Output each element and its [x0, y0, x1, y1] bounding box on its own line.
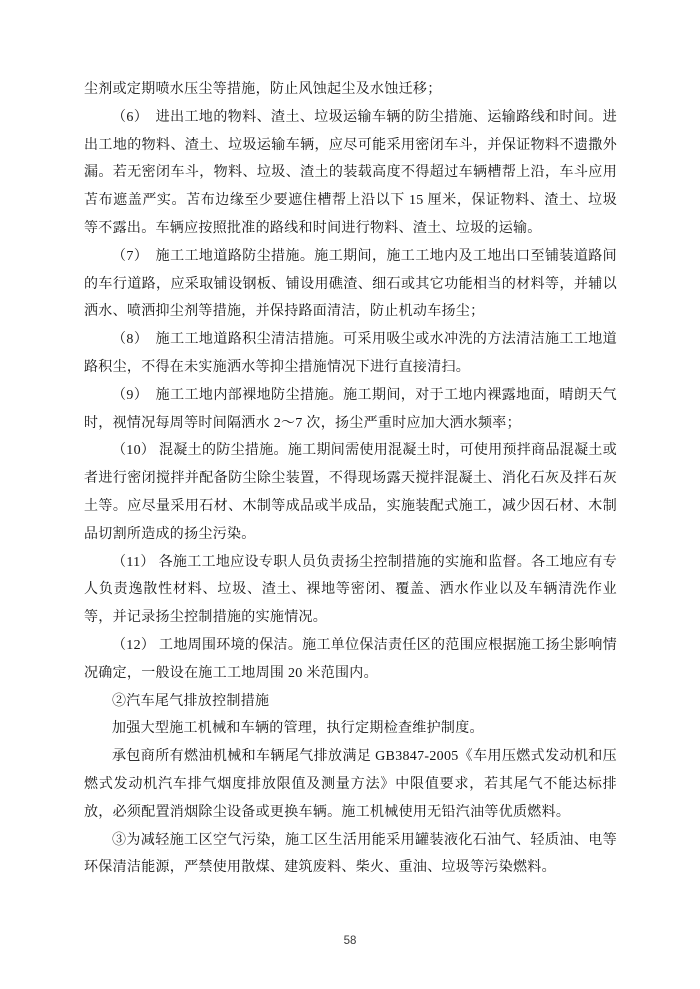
paragraph: （8） 施工工地道路积尘清洁措施。可采用吸尘或水冲洗的方法清洁施工工地道路积尘，不得在未实施洒水等抑尘措施情况下进行直接清扫。 — [84, 332, 617, 375]
paragraph: （10） 混凝土的防尘措施。施工期间需使用混凝土时，可使用预拌商品混凝土或者进行密闭搅拌并配备防尘除尘装置，不得现场露天搅拌混凝土、消化石灰及拌石灰土等。应尽量采用石材、木制等成品或半成品，实施装配式施工，减少因石材、木制品切割所造成的扬尘污染。 — [84, 443, 617, 542]
paragraph: 加强大型施工机械和车辆的管理，执行定期检查维护制度。 — [112, 721, 484, 737]
paragraph: 尘剂或定期喷水压尘等措施，防止风蚀起尘及水蚀迁移； — [84, 82, 442, 97]
paragraph: ③为减轻施工区空气污染，施工区生活用能采用罐装液化石油气、轻质油、电等环保清洁能源，严禁使用散煤、建筑废料、柴火、重油、垃圾等污染燃料。 — [84, 832, 617, 876]
paragraph: ②汽车尾气排放控制措施 — [112, 693, 270, 709]
paragraph: （6） 进出工地的物料、渣土、垃圾运输车辆的防尘措施、运输路线和时间。进出工地的物料、渣土、垃圾运输车辆，应尽可能采用密闭车斗，并保证物料不遗撒外漏。若无密闭车斗，物料、垃圾、渣土的装载高度不得超过车辆槽帮上沿，车斗应用苫布遮盖严实。苫布边缘至少要遮住槽帮上沿以下 15 厘米，保证物料、渣土、垃圾等不露出。车辆应按照批准的路线和时间进行物料、渣土、垃圾的运输。 — [84, 109, 617, 236]
page-number: 58 — [343, 935, 357, 947]
paragraph: （7） 施工工地道路防尘措施。施工期间，施工工地内及工地出口至铺装道路间的车行道路，应采取铺设钢板、铺设用礁渣、细石或其它功能相当的材料等，并辅以洒水、喷洒抑尘剂等措施，并保持路面清洁，防止机动车扬尘； — [84, 248, 617, 320]
paragraph: （9） 施工工地内部裸地防尘措施。施工期间，对于工地内裸露地面，晴朗天气时，视情况每周等时间隔洒水 2～7 次，扬尘严重时应加大洒水频率； — [84, 387, 617, 431]
paragraph: （11） 各施工工地应设专职人员负责扬尘控制措施的实施和监督。各工地应有专人负责逸散性材料、垃圾、渣土、裸地等密闭、覆盖、洒水作业以及车辆清洗作业等，并记录扬尘控制措施的实施情况。 — [84, 554, 617, 626]
paragraph: 承包商所有燃油机械和车辆尾气排放满足 GB3847-2005《车用压燃式发动机和压燃式发动机汽车排气烟度排放限值及测量方法》中限值要求，若其尾气不能达标排放，必须配置消烟除尘设备或更换车辆。施工机械使用无铅汽油等优质燃料。 — [84, 749, 617, 820]
paragraph: （12） 工地周围环境的保洁。施工单位保洁责任区的范围应根据施工扬尘影响情况确定，一般设在施工工地周围 20 米范围内。 — [84, 637, 617, 681]
page-content — [84, 76, 617, 882]
